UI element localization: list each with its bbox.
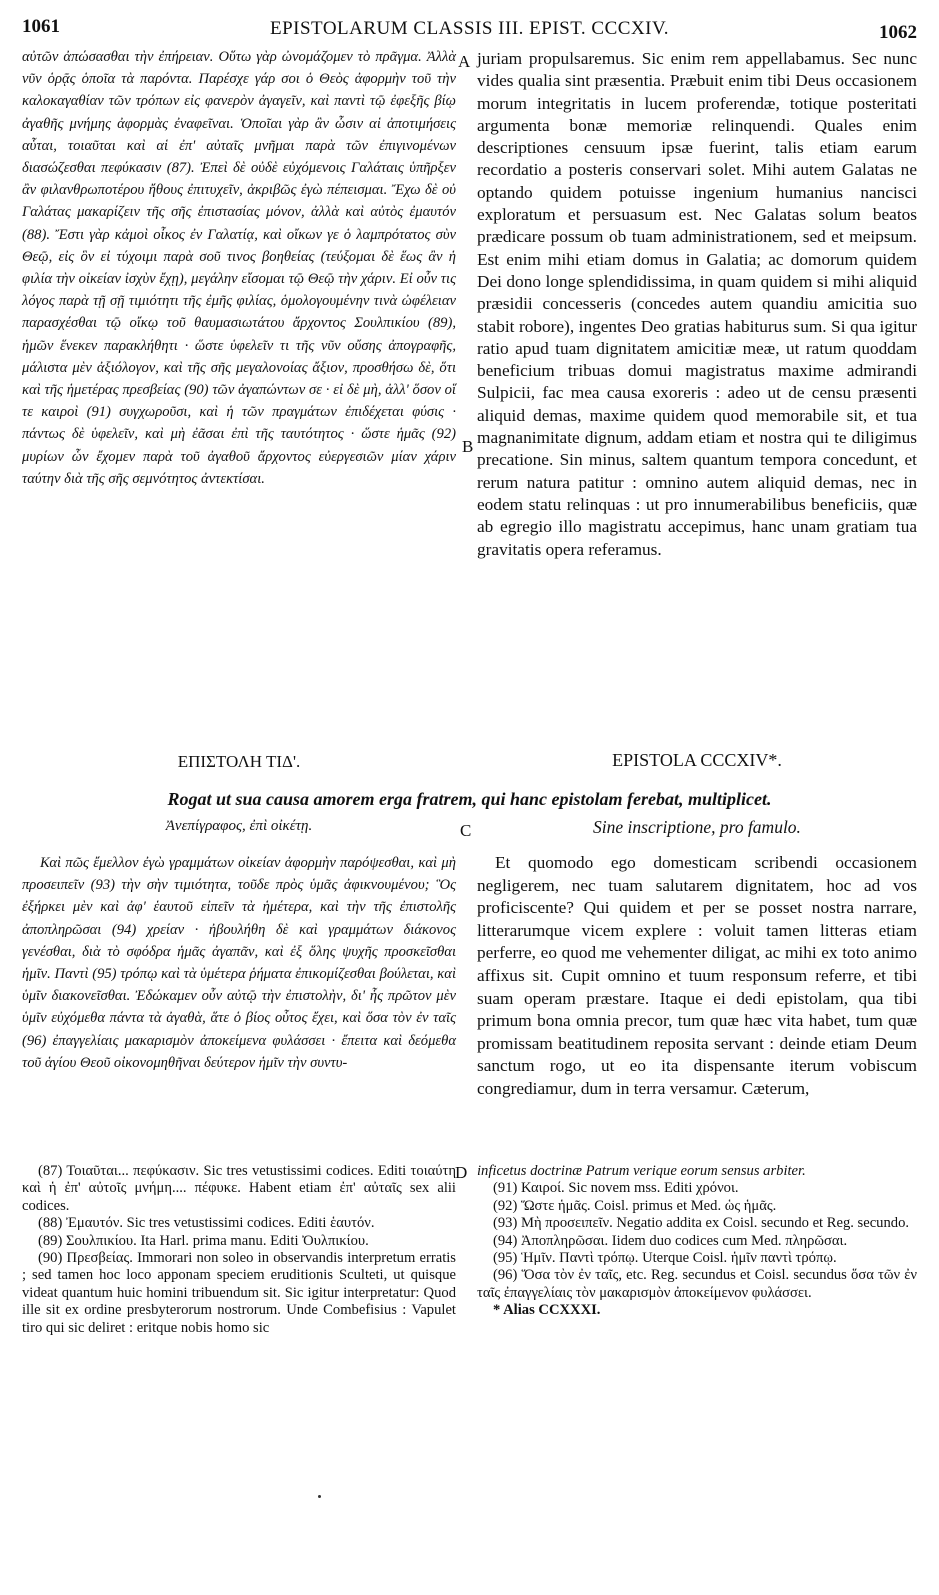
latin-column-body: [477, 852, 917, 1101]
footnote-93: (93) Μὴ προσειπεῖν. Negatio addita ex Coisl. secundo et Reg. secundo.: [493, 1215, 910, 1232]
latin-column-top: [477, 48, 917, 561]
greek-column-top: [22, 46, 456, 490]
footnotes-left: [22, 1163, 456, 1337]
margin-marker-c: C: [460, 821, 472, 840]
footnotes-right: [477, 1163, 917, 1320]
footnote-89: (89) Σουλπικίου. Ita Harl. prima manu. Editi Ὀυλπικίου.: [38, 1232, 369, 1249]
margin-marker-b: B: [462, 437, 474, 456]
footnote-95: (95) Ἡμῖν. Παντὶ τρόπῳ. Uterque Coisl. ἡμῖν παντὶ τρόπῳ.: [493, 1250, 837, 1267]
greek-text-top: αὐτῶν ἀπώσασθαι τὴν ἐπήρειαν. Οὕτω γὰρ ὠνομάζομεν τὸ πρᾶγμα. Ἀλλὰ νῦν ὁρᾷς ὁποῖα τὰ παρόντα. Παρέσχε γάρ σοι ὁ Θεὸς ἀφορμὴν τοῦ τὴν καλοκαγαθίαν τῶν τρόπων εἰς φανερὸν ἀγαγεῖν, καὶ παντὶ τῷ ἐφεξῆς βίῳ ἀγαθῆς μνήμης ἀφορμὰς ἐναφεῖναι. Ὁποῖαι γὰρ ἂν ὦσιν αἱ ἀποτιμήσεις αὗται, τοιαῦται καὶ αἱ ἐπ' αὐταῖς μνῆμαι παρὰ τῶν ἐπιγινομένων διασώζεσθαι πεφύκασιν (87). Ἐπεὶ δὲ οὐδὲ εὐχόμενοις Γαλάταις ὑπῆρξεν ἂν φιλανθρωποτέρου ἤθους ἐπιτυχεῖν, ἀκριβῶς ἐγὼ πέπεισμαι. Ἔχω δὲ οὐ Γαλάτας μακαρίζειν τῆς σῆς ἐπιστασίας μόνον, ἀλλὰ καὶ αὐτὸς ἐμαυτόν (88). Ἔστι γὰρ κἀμοὶ οἶκος ἐν Γαλατίᾳ, καὶ οἴκων γε ὁ λαμπρότατος σὺν Θεῷ, εἰς ὃν εἰ τύχοιμι παρὰ σοῦ τινος βοηθείας (τεύξομαι δὲ ἕως ἂν ἡ φιλία τὴν οἰκείαν ἰσχὺν ἔχῃ), μεγάλην εἴσομαι τῷ Θεῷ τὴν χάριν. Εἰ οὖν τις λόγος παρὰ τῇ σῇ τιμιότητι τῆς ἐμῆς φιλίας, ὁμολογουμένην τινὰ ὠφέλειαν παρασχέσθαι τῷ οἴκῳ τοῦ θαυμασιωτάτου ἄρχοντος Σουλπικίου (89), ἡμῶν ἕνεκεν παρακλήθητι · ὥστε ὑφελεῖν τι τῆς νῦν οὔσης ἀπογραφῆς, μάλιστα μὲν ἀξιόλογον, καὶ τῆς σῆς μεγαλονοίας ἄξιον, προσθήσω δὲ, ὅτι καὶ τῆς ἡμετέρας πρεσβείας (90) τῶν ἀγαπώντων σε · εἰ δὲ μὴ, ἀλλ' ὅσον οἵ τε καιροὶ (91) συγχωροῦσι, καὶ ἡ τῶν πραγμάτων ἐπιδέχεται φύσις · πάντως δὲ ὑφελεῖν, καὶ μὴ ἐᾶσαι ἐπὶ τῆς ταυτότητος · ὥστε ἡμᾶς (92) μυρίων ὧν ἔχομεν παρὰ τοῦ ἀγαθοῦ ἄρχοντος εὐεργεσιῶν μίαν χάριν ταύτην διὰ τῆς σῆς σεμνότητος ἀντεκτίσαι.: [22, 49, 456, 487]
stray-mark: [318, 1495, 321, 1498]
margin-marker-a: A: [458, 52, 471, 71]
greek-letter-title: ΕΠΙΣΤΟΛΗ ΤΙΔ'.: [177, 752, 301, 771]
footnote-90-continued: inficetus doctrinæ Patrum verique eorum sensus arbiter.: [477, 1163, 806, 1179]
letter-summary: Rogat ut sua causa amorem erga fratrem, qui hanc epistolam ferebat, multiplicet.: [167, 789, 772, 809]
latin-text-top: juriam propulsaremus. Sic enim rem appellabamus. Sec nunc vides qualia sint præsentia. Præbuit enim tibi Deus occasionem morum integritatis in lucem proferendæ, totique posteritati argumenta bonæ memoriæ relinquendi. Quales enim descriptiones censuum ipsæ fuerint, talis etiam earum recordatio a posteris conservari solet. Mihi autem Galatas ne optando quidem potuisse ingenium humanius nancisci exploratum et persuasum est. Nec Galatas solum beatos prædicare possum ob tuam administrationem, sed et meipsum. Est enim mihi etiam domus in Galatia; ac domorum quidem Dei dono longe splendidissima, in quam quidem si mihi aliquid præsidii concesseris (concedes autem quandiu amicitia suo stabit robore), ingentes Deo gratias habiturus sum. Si qua igitur ratio apud tuam dignitatem amicitiæ meæ, ut ratum quoddam beneficium tribuas domui magistratus maxime admirandi Sulpicii, fac mea causa exoreris : adeo ut de censu præsenti aliquid demas, maxime quidem quod memorabile sit, et tua magnanimitate dignum, addam etiam et nostra qui te diligimus precatione. Sin minus, saltem quantum tempora concedunt, et rerum natura patitur : omnino autem aliquid demas, nec in eodem statu relinquas : ut pro innumerabilibus beneficiis, quæ ab egregio illo magistratu accepimus, hanc unam gratiam tua gravitatis opera referamus.: [477, 49, 917, 559]
footnote-94: (94) Ἀποπληρῶσαι. Iidem duo codices cum Med. πληρῶσαι.: [493, 1232, 848, 1249]
footnote-92: (92) Ὥστε ἡμᾶς. Coisl. primus et Med. ὡς ἡμᾶς.: [493, 1197, 777, 1214]
latin-subtitle: Sine inscriptione, pro famulo.: [593, 817, 801, 837]
alias-note: * Alias CCXXXI.: [493, 1302, 601, 1319]
latin-letter-title: EPISTOLA CCCXIV*.: [612, 750, 782, 770]
margin-marker-d: D: [455, 1163, 468, 1182]
greek-column-body: [22, 852, 456, 1074]
footnote-90: (90) Πρεσβείας. Immorari non soleo in observandis interpretum erratis ; sed tamen hoc loco apponam speciem eruditionis Sculteti, ut quisque videat quantum huic homini tribuendum sit. Sic igitur interpretatur: Quod ille sit ex ordine presbyterorum nostrorum. Unde Combefisius : Vapulet tiro qui sic deliret : eritque nobis homo sic: [22, 1250, 456, 1336]
footnote-91: (91) Καιροί. Sic novem mss. Editi χρόνοι.: [493, 1180, 739, 1197]
footnote-87: (87) Τοιαῦται... πεφύκασιν. Sic tres vetustissimi codices. Editi τοιαύτη καὶ ἡ ἐπ' αὐτοῖς μνήμη.... πέφυκε. Habent etiam ἐπ' αὐταῖς sex alii codices.: [22, 1163, 456, 1214]
page-number-left: 1061: [22, 16, 60, 37]
page-number-right: 1062: [879, 22, 917, 43]
footnote-88: (88) Ἐμαυτόν. Sic tres vetustissimi codices. Editi ἑαυτόν.: [38, 1215, 375, 1232]
latin-text-body: Et quomodo ego domesticam scribendi occasionem negligerem, nec tuam salutarem dignitatem, hoc ad vos proficiscente? Qui quidem et per se posset nostra narrare, litterarumque vicem explere : voluit tamen litteras etiam perferre, eo quod me vehementer diligat, ac mihi ex toto animo affixus sit. Cupit omnino et tuum responsum referre, et tibi suam operam præstare. Itaque ei dedi epistolam, qua tibi primum bona omnia precor, tum quæ hæc vita habet, tum quæ promissam beatitudinem reposita servant : deinde etiam Deum sanctum rogo, ut eo ita dispensante iterum vobiscum congrediamur, dum in terra versamur. Cæterum,: [477, 853, 917, 1098]
running-header: [22, 14, 917, 44]
greek-subtitle: Ἀνεπίγραφος, ἐπὶ οἰκέτῃ.: [165, 818, 313, 834]
footnote-96: (96) Ὅσα τὸν ἐν ταῖς, etc. Reg. secundus et Coisl. secundus ὅσα τῶν ἐν ταῖς ἐπαγγελίαις τὸν μακαρισμὸν ἀποκείμενον φυλάσσει.: [477, 1267, 917, 1301]
header-title: EPISTOLARUM CLASSIS III. EPIST. CCCXIV.: [269, 18, 670, 39]
greek-text-body: Καὶ πῶς ἔμελλον ἐγὼ γραμμάτων οἰκείαν ἀφορμὴν παρόψεσθαι, καὶ μὴ προσειπεῖν (93) τὴν σὴν τιμιότητα, τοῦδε πρὸς ὑμᾶς ἀφικνουμένου; Ὃς ἐξήρκει μὲν καὶ ἀφ' ἑαυτοῦ εἰπεῖν τὰ ἡμέτερα, καὶ τὴν τῆς ἐπιστολῆς ἀποπληρῶσαι (94) χρείαν · ἠβουλήθη δὲ καὶ γραμμάτων διάκονος γενέσθαι, διὰ τὸ σφόδρα ἡμᾶς ἀγαπᾶν, καὶ ἐξ ὅλης ψυχῆς προσκεῖσθαι ἡμῖν. Παντὶ (95) τρόπῳ καὶ τὰ ὑμέτερα ῥήματα ἐπικομίζεσθαι βούλεται, καὶ ὑμῖν διακονεῖσθαι. Ἐδώκαμεν οὖν αὐτῷ τὴν ἐπιστολὴν, δι' ἧς πρῶτον μὲν ὑμῖν εὐχόμεθα πάντα τὰ ἀγαθὰ, ἅτε ὁ βίος οὗτος ἔχει, καὶ ὅσα τὸν ἐν ταῖς (96) ἐπαγγελίαις μακαρισμὸν ἀποκείμενα φυλάσσει · ἔπειτα καὶ δεόμεθα τοῦ ἁγίου Θεοῦ οἰκονομηθῆναι δεύτερον ἡμῖν τὴν συντυ-: [22, 855, 456, 1071]
